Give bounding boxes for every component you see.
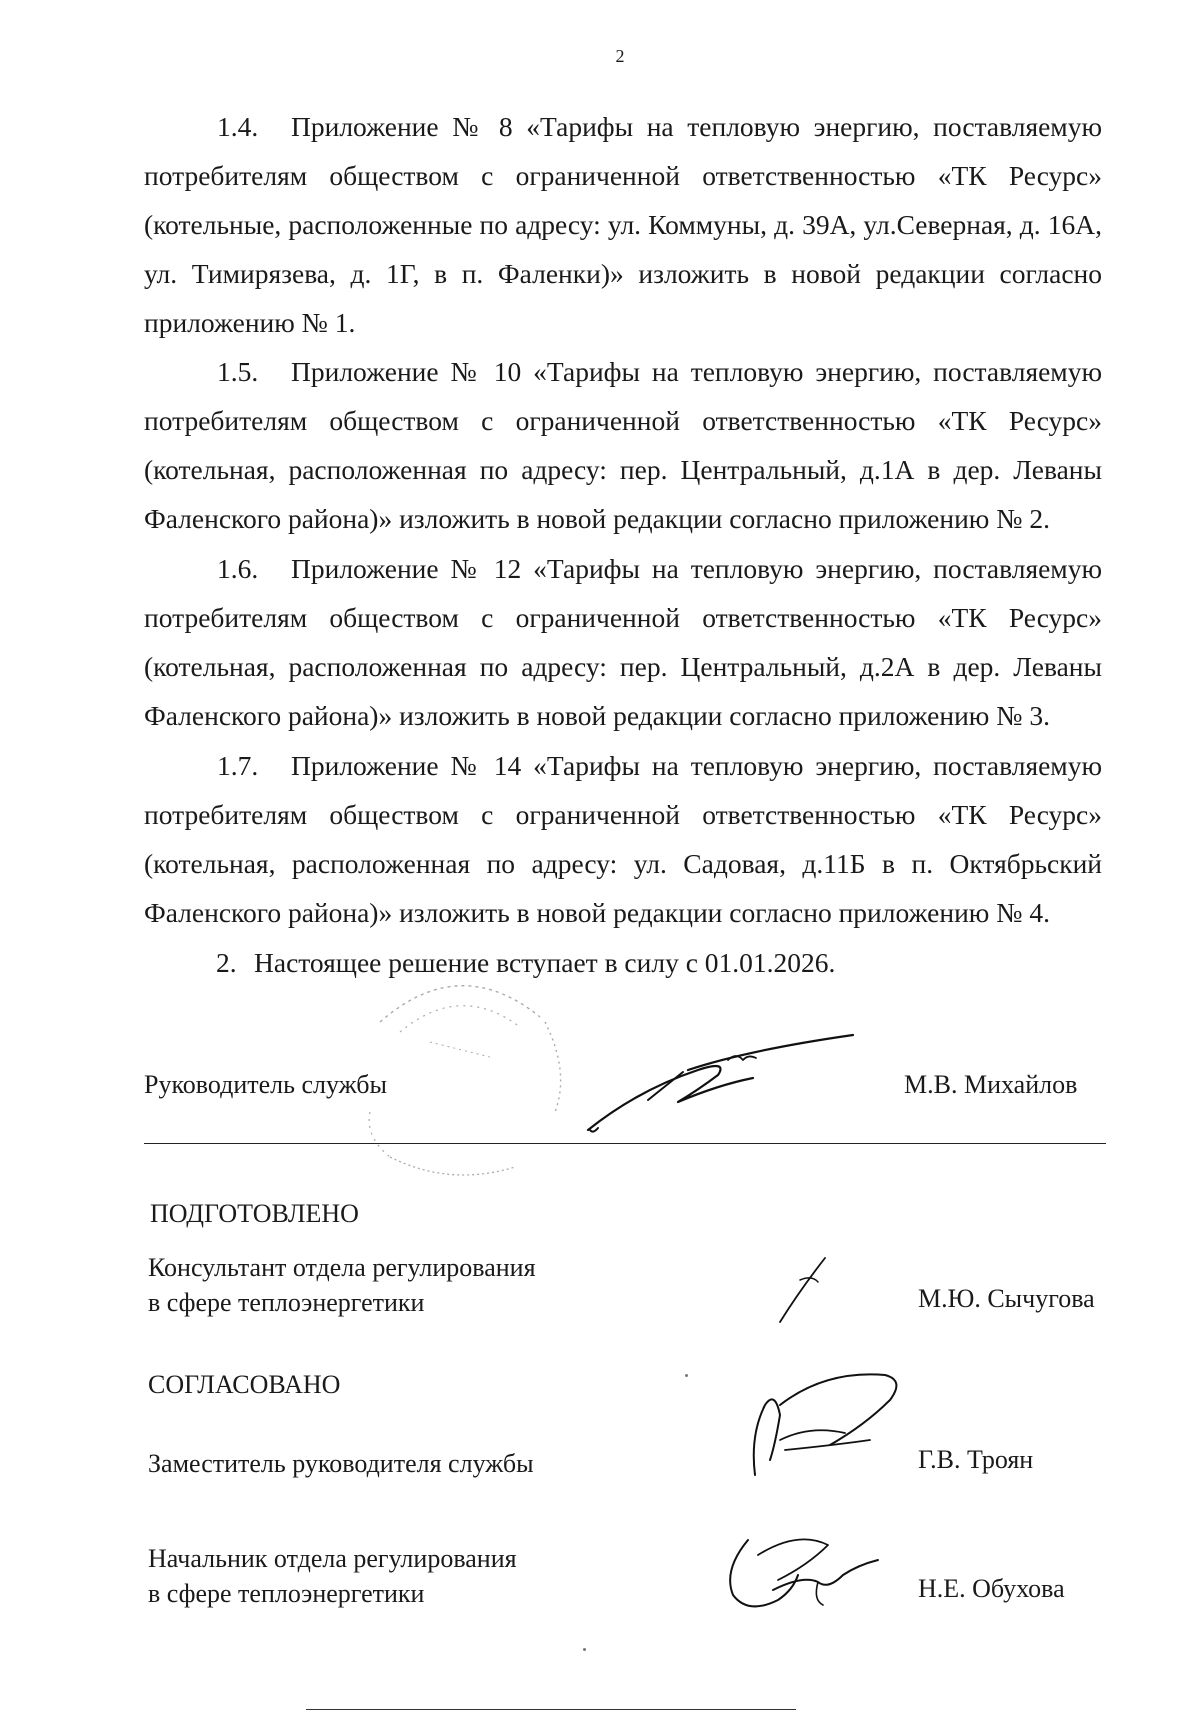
clause-2 [144, 938, 1102, 987]
head-of-dept-position-line1: Начальник отдела регулирования [148, 1544, 517, 1573]
clause-text: Приложение № 8 «Тарифы на тепловую энергию, поставляемую потребителям обществом с ограниченной ответственностью «ТК Ресурс» (котельные, расположенные по адресу: ул. Коммуны, д. 39А, ул.Северная, д. 16А, ул. Тимирязева, д. 1Г, в п. Фаленки)» изложить в новой редакции согласно приложению № 1. [144, 111, 1102, 338]
clause-number: 1.4. [217, 111, 259, 142]
footer-line [306, 1709, 796, 1710]
scan-speck [583, 1648, 586, 1651]
prepared-name: М.Ю. Сычугова [918, 1284, 1095, 1313]
deputy-position: Заместитель руководителя службы [148, 1449, 534, 1478]
signature-divider [144, 1143, 1106, 1144]
clause-number: 2. [216, 947, 237, 978]
head-of-dept-signature-image [718, 1520, 888, 1615]
page-number: 2 [615, 46, 625, 66]
prepared-position-line1: Консультант отдела регулирования [148, 1253, 536, 1282]
agreed-heading: СОГЛАСОВАНО [148, 1370, 341, 1399]
clause-text: Приложение № 10 «Тарифы на тепловую энергию, поставляемую потребителям обществом с ограниченной ответственностью «ТК Ресурс» (котельная, расположенная по адресу: пер. Центральный, д.1А в дер. Леваны Фаленского района)» изложить в новой редакции согласно приложению № 2. [144, 356, 1102, 534]
deputy-signature-image [735, 1365, 915, 1485]
head-signature-image [578, 1030, 868, 1140]
clause-text: Настоящее решение вступает в силу с 01.01.2026. [254, 947, 836, 978]
clause-1-4 [144, 102, 1102, 347]
clause-1-6 [144, 544, 1102, 740]
scan-speck [685, 1374, 688, 1377]
clause-text: Приложение № 14 «Тарифы на тепловую энергию, поставляемую потребителям обществом с ограниченной ответственностью «ТК Ресурс» (котельная, расположенная по адресу: ул. Садовая, д.11Б в п. Октябрьский Фаленского района)» изложить в новой редакции согласно приложению № 4. [144, 750, 1102, 928]
clause-1-5 [144, 347, 1102, 543]
prepared-signature-image [770, 1250, 840, 1330]
head-of-dept-position-line2: в сфере теплоэнергетики [148, 1579, 425, 1608]
prepared-heading: ПОДГОТОВЛЕНО [150, 1199, 359, 1228]
head-of-dept-name: Н.Е. Обухова [918, 1574, 1065, 1603]
clause-number: 1.5. [217, 356, 259, 387]
head-title: Руководитель службы [144, 1070, 387, 1099]
clause-1-7 [144, 741, 1102, 937]
deputy-name: Г.В. Троян [918, 1445, 1034, 1474]
clause-text: Приложение № 12 «Тарифы на тепловую энергию, поставляемую потребителям обществом с ограниченной ответственностью «ТК Ресурс» (котельная, расположенная по адресу: пер. Центральный, д.2А в дер. Леваны Фаленского района)» изложить в новой редакции согласно приложению № 3. [144, 553, 1102, 731]
prepared-position-line2: в сфере теплоэнергетики [148, 1288, 425, 1317]
clause-number: 1.7. [217, 750, 259, 781]
clause-number: 1.6. [217, 553, 259, 584]
head-name: М.В. Михайлов [904, 1070, 1078, 1099]
